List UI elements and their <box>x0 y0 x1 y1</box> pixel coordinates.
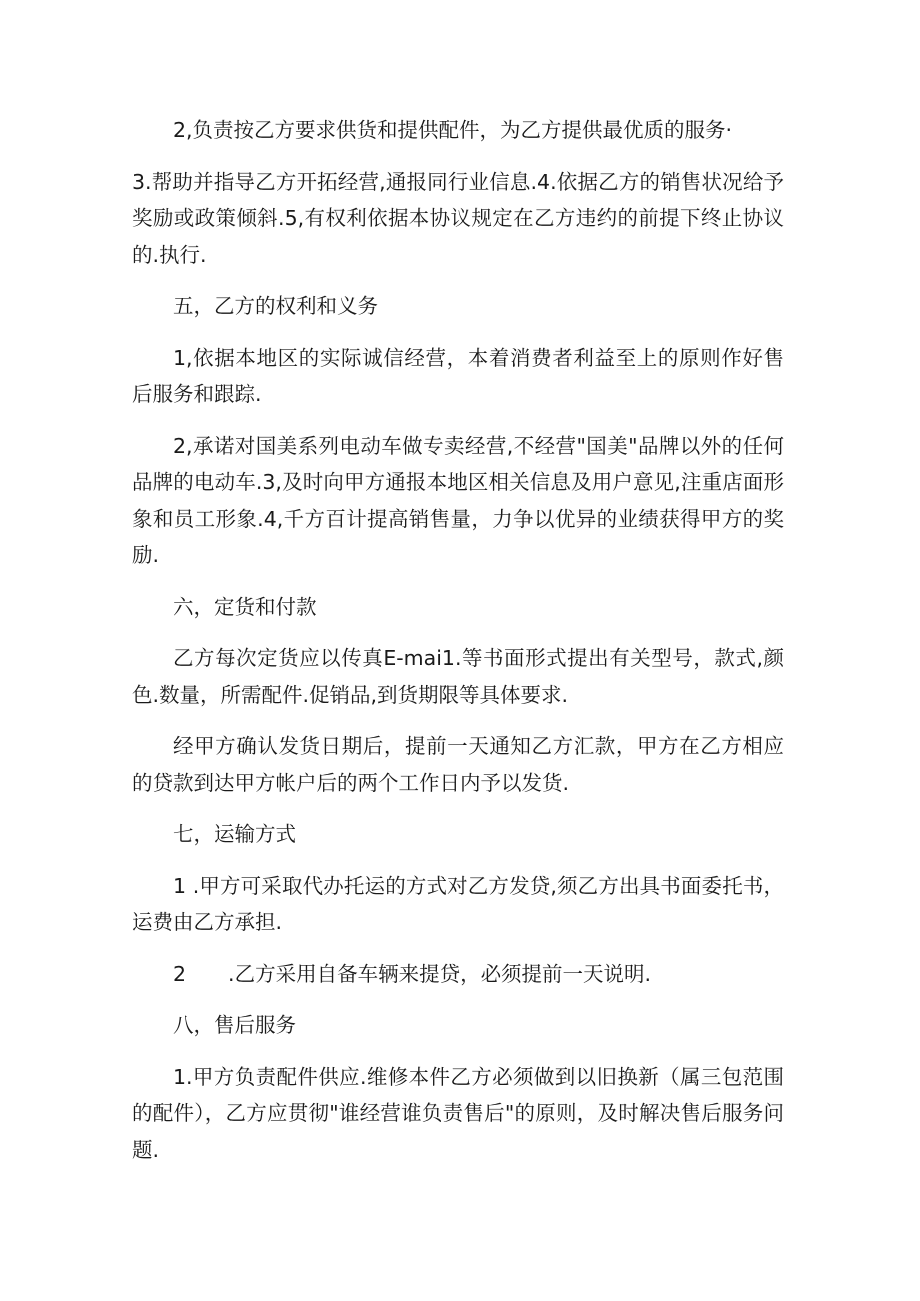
item-number: 2 <box>173 961 187 986</box>
paragraph-party-a-duty-3-5: 3.帮助并指导乙方开拓经营,通报同行业信息.4.依据乙方的销售状况给予奖励或政策倾斜.5,有权利依据本协议规定在乙方违约的前提下终止协议的.执行. <box>132 169 784 267</box>
paragraph-party-b-duty-1: 1,依据本地区的实际诚信经营，本着消费者利益至上的原则作好售后服务和跟踪. <box>132 345 784 406</box>
paragraph-transport-1: 1 .甲方可采取代办托运的方式对乙方发贷,须乙方出具书面委托书，运费由乙方承担. <box>132 873 784 934</box>
item-text: .乙方采用自备车辆来提贷，必须提前一天说明. <box>228 961 652 986</box>
section-heading-8: 八，售后服务 <box>173 1013 296 1037</box>
section-heading-5: 五，乙方的权利和义务 <box>173 294 378 318</box>
paragraph-after-sales-1: 1.甲方负责配件供应.维修本件乙方必须做到以旧换新（属三包范围的配件），乙方应贯彻"谁经营谁负责售后"的原则，及时解决售后服务问题. <box>132 1064 784 1162</box>
paragraph-party-b-duty-2-4: 2,承诺对国美系列电动车做专卖经营,不经营"国美"品牌以外的任何品牌的电动车.3,及时向甲方通报本地区相关信息及用户意见,注重店面形象和员工形象.4,千方百计提高销售量，力争以优异的业绩获得甲方的奖励. <box>132 433 784 567</box>
paragraph-party-a-duty-2: 2,负责按乙方要求供货和提供配件，为乙方提供最优质的服务· <box>173 118 733 142</box>
document-page <box>132 112 784 1183</box>
paragraph-payment: 经甲方确认发货日期后，提前一天通知乙方汇款，甲方在乙方相应的贷款到达甲方帐户后的两个工作日内予以发货. <box>132 734 784 795</box>
section-heading-7: 七，运输方式 <box>173 822 296 846</box>
paragraph-ordering: 乙方每次定货应以传真E-mai1.等书面形式提出有关型号，款式,颜色.数量，所需配件.促销品,到货期限等具体要求. <box>132 646 784 707</box>
section-heading-6: 六，定货和付款 <box>173 594 317 619</box>
paragraph-transport-2 <box>132 956 784 993</box>
